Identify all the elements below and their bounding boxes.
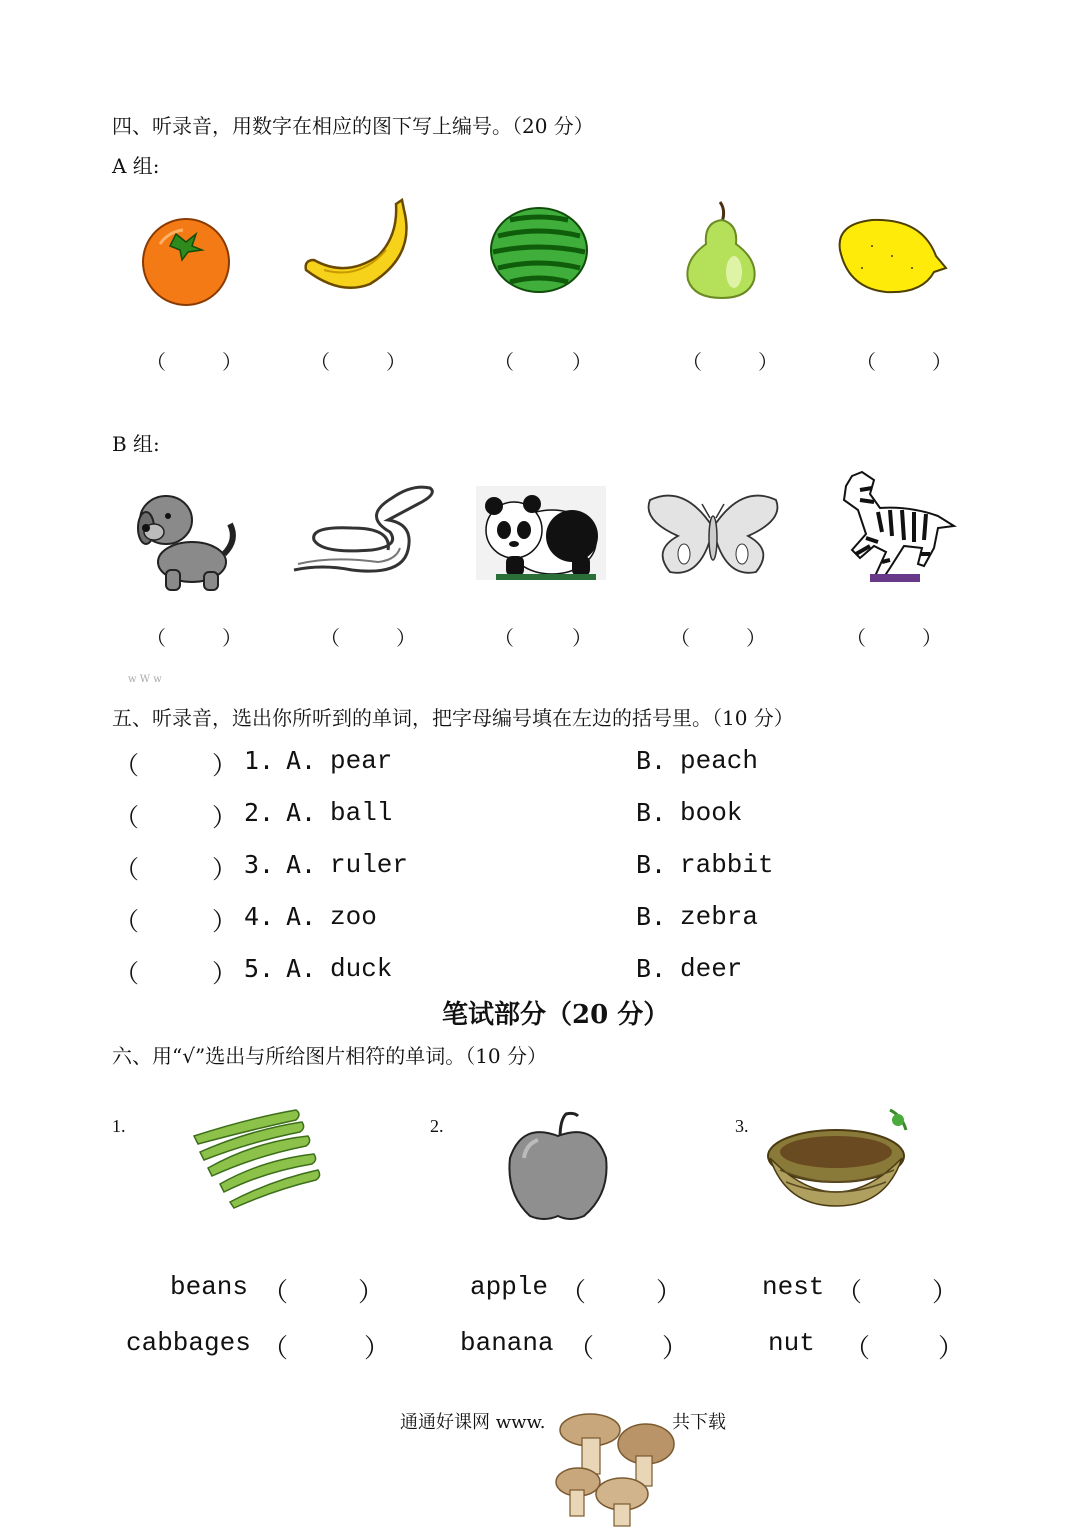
paren-open: （ (856, 352, 876, 374)
option-b-label: B. (636, 902, 667, 931)
answer-paren-close[interactable]: ） (212, 907, 238, 936)
watermelon-icon (488, 206, 590, 294)
option-b-label: B. (636, 746, 667, 775)
pear-icon (682, 200, 762, 300)
answer-paren-close[interactable]: ） (212, 803, 238, 832)
paren-close: ） (572, 352, 592, 374)
panda-icon (476, 486, 606, 580)
item-number: 3. (735, 1116, 749, 1136)
question-number: 2. (244, 798, 275, 827)
question-number: 4. (244, 902, 275, 931)
paren-close: ） (222, 352, 242, 374)
paren-open: （ (682, 352, 702, 374)
option-a-word: zoo (330, 902, 377, 932)
option-a-label: A. (286, 798, 317, 827)
paren-open: （ (320, 628, 340, 650)
footer-right-text: 共下载 (672, 1412, 726, 1433)
check-paren-close: ） (358, 1279, 385, 1309)
option-b-word: rabbit (680, 850, 774, 880)
option-a-word: duck (330, 954, 393, 984)
option-a-label: A. (286, 746, 317, 775)
option-b-word: zebra (680, 902, 759, 932)
snake-icon (292, 484, 440, 578)
zebra-icon (830, 470, 956, 582)
check-paren-close: ） (662, 1335, 689, 1365)
check-paren-open: （ (844, 1335, 871, 1365)
answer-paren-open[interactable]: （ (114, 803, 140, 832)
answer-paren-open[interactable]: （ (114, 959, 140, 988)
option-b-word: deer (680, 954, 743, 984)
paren-close: ） (222, 628, 242, 650)
option-b-label: B. (636, 850, 667, 879)
paren-open: （ (670, 628, 690, 650)
written-part-title: 笔试部分（20 分） (442, 1000, 670, 1030)
paren-open: （ (310, 352, 330, 374)
question-number: 1. (244, 746, 275, 775)
item-number: 2. (430, 1116, 444, 1136)
paren-close: ） (758, 352, 778, 374)
choice-word: nest (762, 1272, 825, 1302)
banana-icon (300, 196, 418, 296)
item-number: 1. (112, 1116, 126, 1136)
check-paren-close: ） (938, 1335, 965, 1365)
option-b-word: book (680, 798, 743, 828)
paren-close: ） (746, 628, 766, 650)
question-number: 3. (244, 850, 275, 879)
faint-watermark: w W w (128, 674, 162, 685)
option-a-label: A. (286, 850, 317, 879)
option-a-label: A. (286, 954, 317, 983)
group-b-label: B 组: (112, 432, 160, 456)
choice-word: banana (460, 1328, 554, 1358)
answer-paren-open[interactable]: （ (114, 855, 140, 884)
green-beans-icon (190, 1108, 324, 1214)
lemon-icon (832, 216, 948, 296)
section4-heading: 四、听录音，用数字在相应的图下写上编号。（20 分） (112, 114, 594, 138)
orange-icon (138, 214, 234, 306)
choice-word: beans (170, 1272, 249, 1302)
option-b-label: B. (636, 798, 667, 827)
paren-close: ） (572, 628, 592, 650)
answer-paren-close[interactable]: ） (212, 751, 238, 780)
check-paren-close: ） (364, 1335, 391, 1365)
nest-icon (766, 1106, 912, 1210)
group-a-label: A 组: (112, 154, 160, 178)
check-paren-close: ） (656, 1279, 683, 1309)
check-paren-open: （ (262, 1335, 289, 1365)
option-a-label: A. (286, 902, 317, 931)
check-paren-open: （ (560, 1279, 587, 1309)
option-a-word: pear (330, 746, 393, 776)
choice-word: cabbages (126, 1328, 251, 1358)
paren-open: （ (146, 628, 166, 650)
paren-open: （ (146, 352, 166, 374)
butterfly-icon (644, 490, 782, 580)
paren-close: ） (396, 628, 416, 650)
question-number: 5. (244, 954, 275, 983)
answer-paren-open[interactable]: （ (114, 907, 140, 936)
paren-open: （ (494, 628, 514, 650)
paren-open: （ (494, 352, 514, 374)
choice-word: apple (470, 1272, 549, 1302)
paren-open: （ (846, 628, 866, 650)
answer-paren-close[interactable]: ） (212, 959, 238, 988)
option-a-word: ball (330, 798, 393, 828)
option-b-word: peach (680, 746, 759, 776)
choice-word: nut (768, 1328, 815, 1358)
answer-paren-close[interactable]: ） (212, 855, 238, 884)
option-b-label: B. (636, 954, 667, 983)
answer-paren-open[interactable]: （ (114, 751, 140, 780)
mushrooms-icon (552, 1408, 678, 1528)
option-a-word: ruler (330, 850, 409, 880)
footer-left-text: 通通好课网 www. (400, 1412, 546, 1433)
section6-heading: 六、用“√”选出与所给图片相符的单词。（10 分） (112, 1044, 547, 1068)
dog-icon (132, 488, 240, 592)
paren-close: ） (922, 628, 942, 650)
paren-close: ） (932, 352, 952, 374)
check-paren-open: （ (568, 1335, 595, 1365)
apple-icon (504, 1108, 612, 1224)
section5-heading: 五、听录音，选出你所听到的单词，把字母编号填在左边的括号里。（10 分） (112, 706, 794, 730)
paren-close: ） (386, 352, 406, 374)
check-paren-open: （ (836, 1279, 863, 1309)
check-paren-open: （ (262, 1279, 289, 1309)
check-paren-close: ） (932, 1279, 959, 1309)
